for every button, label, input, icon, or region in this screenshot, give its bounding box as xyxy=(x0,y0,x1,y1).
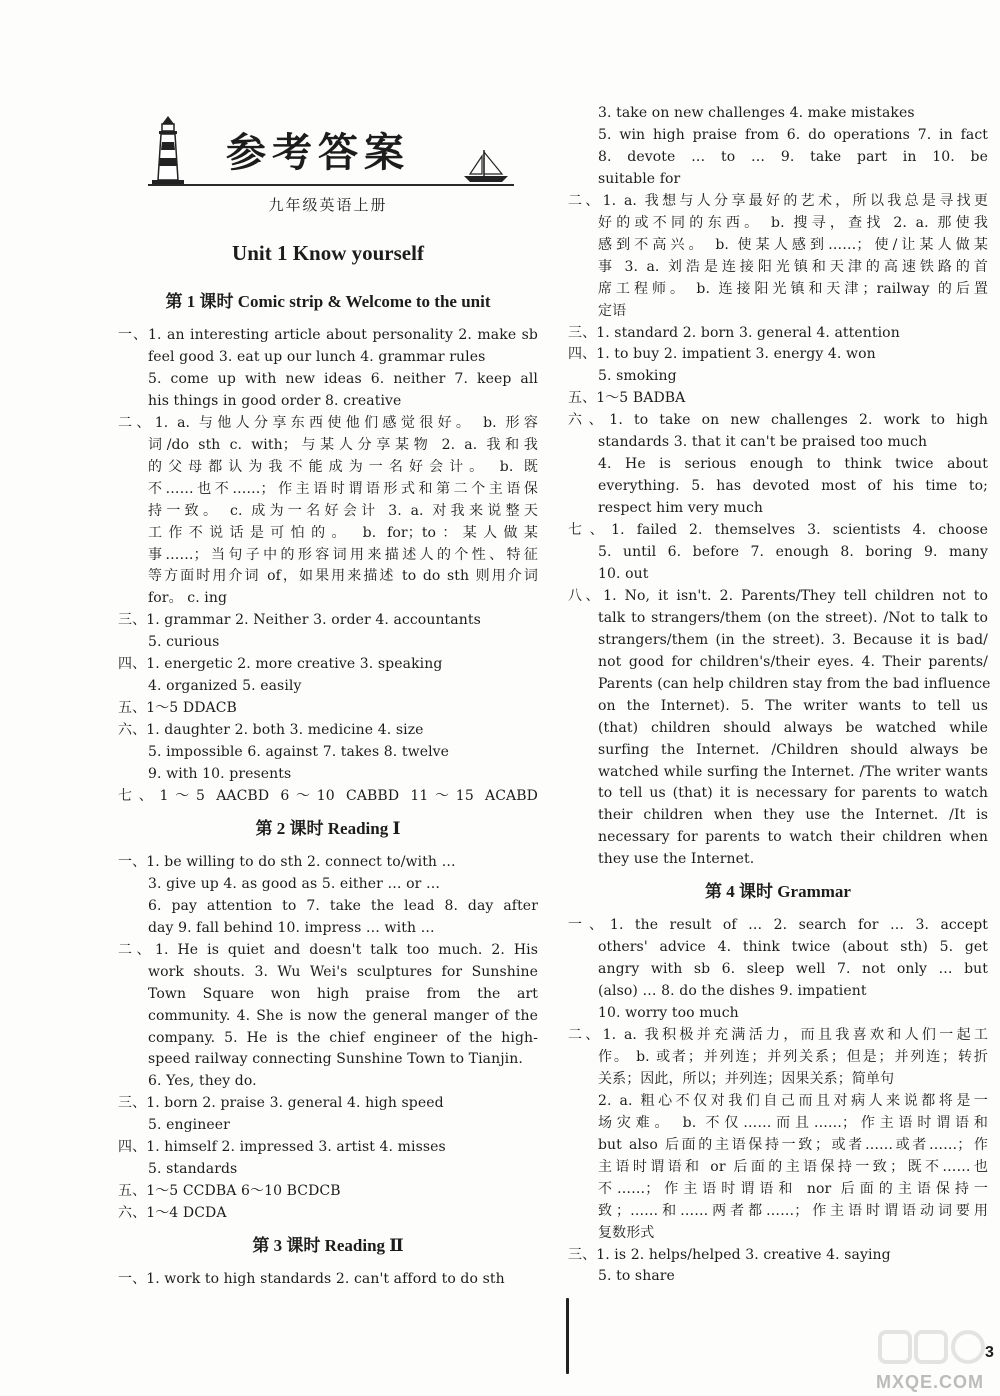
answer-line: speed railway connecting Sunshine Town to Tianjin. xyxy=(148,1051,523,1068)
answer-line: 二、1. a. 与他人分享东西使他们感觉很好。 b. 形容 xyxy=(118,414,538,431)
answer-line: 10. worry too much xyxy=(598,1005,739,1022)
answer-line: feel good 3. eat up our lunch 4. grammar rules xyxy=(148,348,486,365)
unit-heading: Unit 1 Know yourself xyxy=(232,241,424,265)
answer-line: 四、1. himself 2. impressed 3. artist 4. misses xyxy=(118,1139,446,1156)
answer-line: day 9. fall behind 10. impress … with … xyxy=(148,919,435,936)
answer-line: standards 3. that it can't be praised too much xyxy=(598,434,928,451)
answer-line: necessary for parents to watch their children when xyxy=(598,829,988,846)
sailboat-icon xyxy=(458,148,514,184)
answer-line: 三、1. is 2. helps/helped 3. creative 4. saying xyxy=(568,1246,891,1263)
answer-line: 感到不高兴。 b. 使某人感到……；使/让某人做某 xyxy=(598,236,988,253)
answer-line: 5. engineer xyxy=(148,1117,230,1134)
answer-line: 等方面时用介词 of，如果用来描述 to do sth 则用介词 xyxy=(148,568,538,585)
answer-line: 好的或不同的东西。 b. 搜寻，查找 2. a. 那使我 xyxy=(598,214,988,231)
answer-line: watched while surfing the Internet. /The writer wants xyxy=(598,763,988,780)
title-banner xyxy=(148,112,514,202)
answer-line: 席工程师。 b. 连接阳光镇和天津；railway 的后置 xyxy=(598,280,988,297)
section-heading: 第 2 课时 Reading Ⅰ xyxy=(255,818,401,838)
answer-line: 场灾难。 b. 不仅……而且……；作主语时谓语和 xyxy=(598,1114,988,1131)
answer-line: 4. He is serious enough to think twice about xyxy=(598,456,988,473)
answer-line: surfing the Internet. /Children should always be xyxy=(598,741,988,758)
answer-line: 六、1～4 DCDA xyxy=(118,1205,227,1222)
answer-line: 的父母都认为我不能成为一名好会计。 b. 既 xyxy=(148,458,538,475)
lighthouse-icon xyxy=(148,114,188,186)
answer-line: 工作不说话是可怕的。 b. for；to：某人做某 xyxy=(148,524,538,541)
answer-line: 三、1. born 2. praise 3. general 4. high speed xyxy=(118,1095,444,1112)
answer-line: 二、1. a. 我积极并充满活力，而且我喜欢和人们一起工 xyxy=(568,1027,988,1043)
answer-line: everything. 5. has devoted most of his time to; xyxy=(598,478,988,495)
answer-line: 作。 b. 或者；并列连；并列关系；但是；并列连；转折 xyxy=(598,1048,988,1065)
answer-line: 5. standards xyxy=(148,1161,238,1178)
answer-line: 六、1. daughter 2. both 3. medicine 4. size xyxy=(118,722,424,739)
answer-line: 一、1. be willing to do sth 2. connect to/with … xyxy=(118,853,456,870)
watermark-text: MXQE.COM xyxy=(876,1372,985,1392)
answer-line: 主语时谓语和 or 后面的主语保持一致；既不……也 xyxy=(598,1158,988,1175)
answer-line: 10. out xyxy=(598,565,649,582)
answer-line: 5. to share xyxy=(598,1268,675,1285)
answer-line: talk to strangers/them (on the street). /Not to talk to xyxy=(598,609,988,626)
answer-line: 5. impossible 6. against 7. takes 8. twelve xyxy=(148,744,450,761)
answer-line: 5. until 6. before 7. enough 8. boring 9. many xyxy=(598,544,988,560)
page-subtitle: 九年级英语上册 xyxy=(268,196,388,214)
answer-line: 5. come up with new ideas 6. neither 7. keep all xyxy=(148,370,538,387)
answer-line: not good for children's/their eyes. 4. Their parents/ xyxy=(598,653,988,670)
section-heading: 第 1 课时 Comic strip & Welcome to the unit xyxy=(165,292,491,311)
answer-line: suitable for xyxy=(598,170,681,187)
answer-line: 致；……和……两者都……；作主语时谓语动词要用 xyxy=(598,1202,988,1219)
answer-line: for。 c. ing xyxy=(148,590,228,607)
answer-line: 9. with 10. presents xyxy=(148,766,292,782)
answer-line: on the Internet). 5. The writer wants to tell us xyxy=(598,697,988,714)
answer-line: (that) children should always be watched while xyxy=(598,719,988,736)
answer-line: 持一致。 c. 成为一名好会计 3. a. 对我来说整天 xyxy=(148,502,538,519)
answer-line: his things in good order 8. creative xyxy=(148,392,402,409)
section-heading: 第 3 课时 Reading Ⅱ xyxy=(252,1236,404,1256)
answer-line: 一、1. an interesting article about personality 2. make sb xyxy=(118,327,538,343)
answer-line: 6. pay attention to 7. take the lead 8. day after xyxy=(148,897,538,914)
answer-line: Town Square won high praise from the art xyxy=(148,985,538,1002)
answer-line: work shouts. 3. Wu Wei's sculptures for Sunshine xyxy=(148,963,538,980)
answer-line: 定语 xyxy=(598,302,627,319)
answer-line: 事……；当句子中的形容词用来描述人的个性、特征 xyxy=(148,546,538,563)
answer-line: 二、1. He is quiet and doesn't talk too much. 2. His xyxy=(118,941,538,958)
page-number: 3 xyxy=(985,1344,994,1361)
answer-line: 6. Yes, they do. xyxy=(148,1073,257,1090)
answer-line: 三、1. grammar 2. Neither 3. order 4. accountants xyxy=(118,612,481,629)
answer-line: community. 4. She is now the general manger of the xyxy=(148,1007,538,1024)
answer-line: company. 5. He is the chief engineer of the high- xyxy=(148,1029,538,1046)
answer-line: 5. curious xyxy=(148,634,220,651)
answer-line: 四、1. energetic 2. more creative 3. speaking xyxy=(118,656,443,673)
answer-line: 五、1～5 BADBA xyxy=(568,390,686,407)
answer-line: 5. win high praise from 6. do operations 7. in fact xyxy=(598,126,988,143)
answer-line: 不……也不……；作主语时谓语形式和第二个主语保 xyxy=(148,480,538,497)
answer-line: (also) … 8. do the dishes 9. impatient xyxy=(598,983,867,1000)
answer-line: 关系；因此，所以；并列连；因果关系；简单句 xyxy=(598,1070,895,1087)
answer-line: 3. give up 4. as good as 5. either … or … xyxy=(148,875,441,892)
answer-line: 复数形式 xyxy=(598,1224,655,1241)
answer-line: 五、1～5 DDACB xyxy=(118,700,237,717)
answer-line: 3. take on new challenges 4. make mistakes xyxy=(598,105,915,121)
answer-line: 8. devote … to … 9. take part in 10. be xyxy=(598,148,988,165)
section-heading: 第 4 课时 Grammar xyxy=(705,882,851,902)
column-mark xyxy=(566,1298,569,1374)
answer-line: angry with sb 6. sleep well 7. not only … but xyxy=(598,961,988,978)
answer-line: 5. smoking xyxy=(598,368,677,385)
answer-line: 二、1. a. 我想与人分享最好的艺术，所以我总是寻找更 xyxy=(568,192,988,209)
answer-line: they use the Internet. xyxy=(598,851,755,868)
answer-line: 一、1. work to high standards 2. can't afford to do sth xyxy=(118,1271,505,1288)
answer-line: to tell us (that) it is necessary for parents to watch xyxy=(598,785,988,802)
page-title: 参考答案 xyxy=(226,129,410,176)
title-divider xyxy=(148,184,514,186)
answer-line: 4. organized 5. easily xyxy=(148,678,302,695)
answer-line: 一、1. the result of … 2. search for … 3. accept xyxy=(568,917,988,934)
answer-line: others' advice 4. think twice (about sth) 5. get xyxy=(598,939,988,956)
answer-line: 词/do sth c. with；与某人分享某物 2. a. 我和我 xyxy=(148,436,538,453)
answer-line: 四、1. to buy 2. impatient 3. energy 4. won xyxy=(568,346,876,363)
answer-line: Parents (can help children stay from the bad influence xyxy=(598,675,991,692)
answer-line: 七、1～5 AACBD 6～10 CABBD 11～15 ACABD xyxy=(118,787,538,804)
answer-line: 七、1. failed 2. themselves 3. scientists 4. choose xyxy=(568,522,988,539)
answer-line: 不……；作主语时谓语和 nor 后面的主语保持一 xyxy=(598,1180,988,1197)
answer-line: 三、1. standard 2. born 3. general 4. attention xyxy=(568,324,900,341)
answer-line: 六、1. to take on new challenges 2. work to high xyxy=(568,412,988,429)
answer-line: 五、1～5 CCDBA 6～10 BCDCB xyxy=(118,1183,341,1200)
answer-line: their children when they use the Internet. /It is xyxy=(598,807,988,824)
answer-line: 2. a. 粗心不仅对我们自己而且对病人来说都将是一 xyxy=(598,1092,988,1109)
answer-line: 八、1. No, it isn't. 2. Parents/They tell children not to xyxy=(568,587,988,604)
answer-line: but also 后面的主语保持一致；或者……或者……；作 xyxy=(598,1136,988,1153)
answer-line: strangers/them (in the street). 3. Because it is bad/ xyxy=(598,631,988,648)
answer-line: 事 3. a. 刘浩是连接阳光镇和天津的高速铁路的首 xyxy=(598,258,988,275)
answer-line: respect him very much xyxy=(598,500,764,517)
